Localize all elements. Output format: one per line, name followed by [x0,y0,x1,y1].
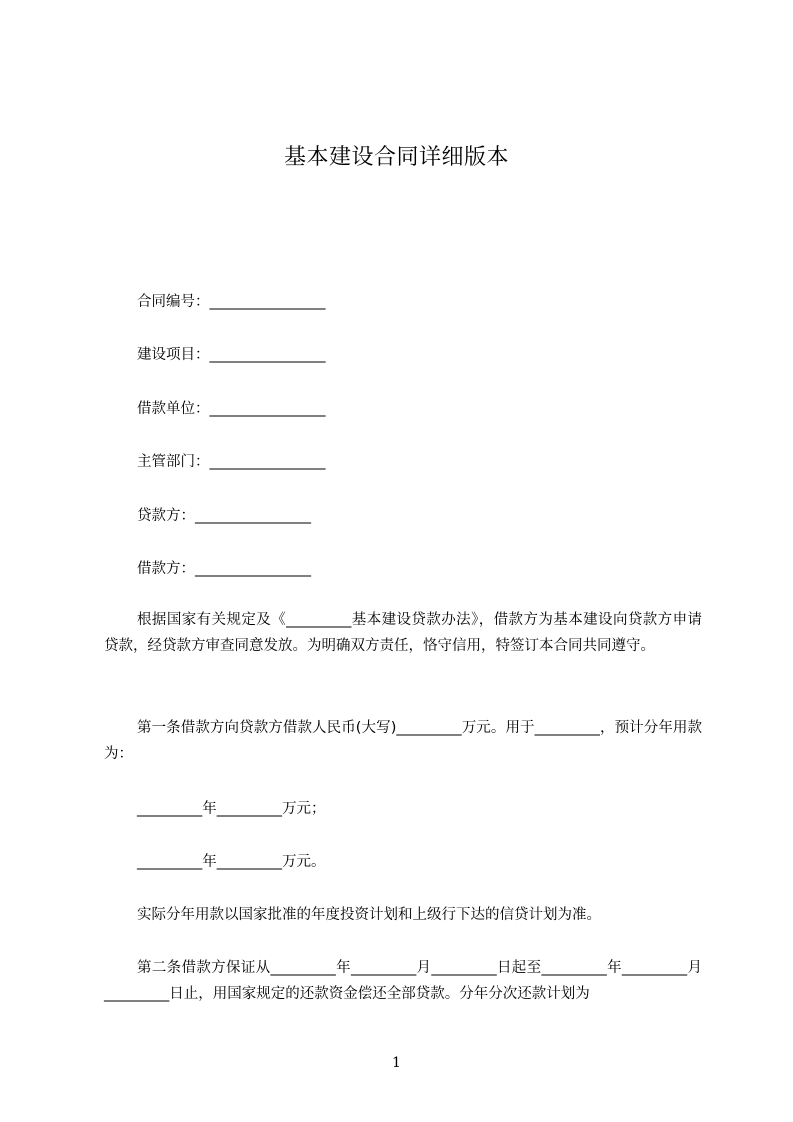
contract-number-field: 合同编号：________________ [137,294,326,310]
article-2-paragraph: 第二条借款方保证从_________年_________月_________日起至_________年_________月_________日止，用国家规定的还款资金偿还全部贷款。分年分次还款计划为 [104,960,702,1002]
project-field: 建设项目：________________ [137,347,326,363]
lender-field: 贷款方：________________ [137,508,311,524]
borrower-field: 借款方：________________ [137,561,311,577]
borrower-unit-field: 借款单位：________________ [137,401,326,417]
actual-usage-line: 实际分年用款以国家批准的年度投资计划和上级行下达的信贷计划为准。 [137,907,601,923]
year-amount-line-1: _________年_________万元； [137,801,326,817]
article-1-paragraph: 第一条借款方向贷款方借款人民币(大写)_________万元。用于_________，预计分年用款为： [104,720,702,762]
document-title: 基本建设合同详细版本 [283,145,509,170]
authority-field: 主管部门：________________ [137,454,326,470]
page-number: 1 [392,1055,401,1071]
year-amount-line-2: _________年_________万元。 [137,854,326,870]
intro-paragraph: 根据国家有关规定及《_________基本建设贷款办法》，借款方为基本建设向贷款方申请贷款，经贷款方审查同意发放。为明确双方责任，恪守信用，特签订本合同共同遵守。 [104,612,702,654]
